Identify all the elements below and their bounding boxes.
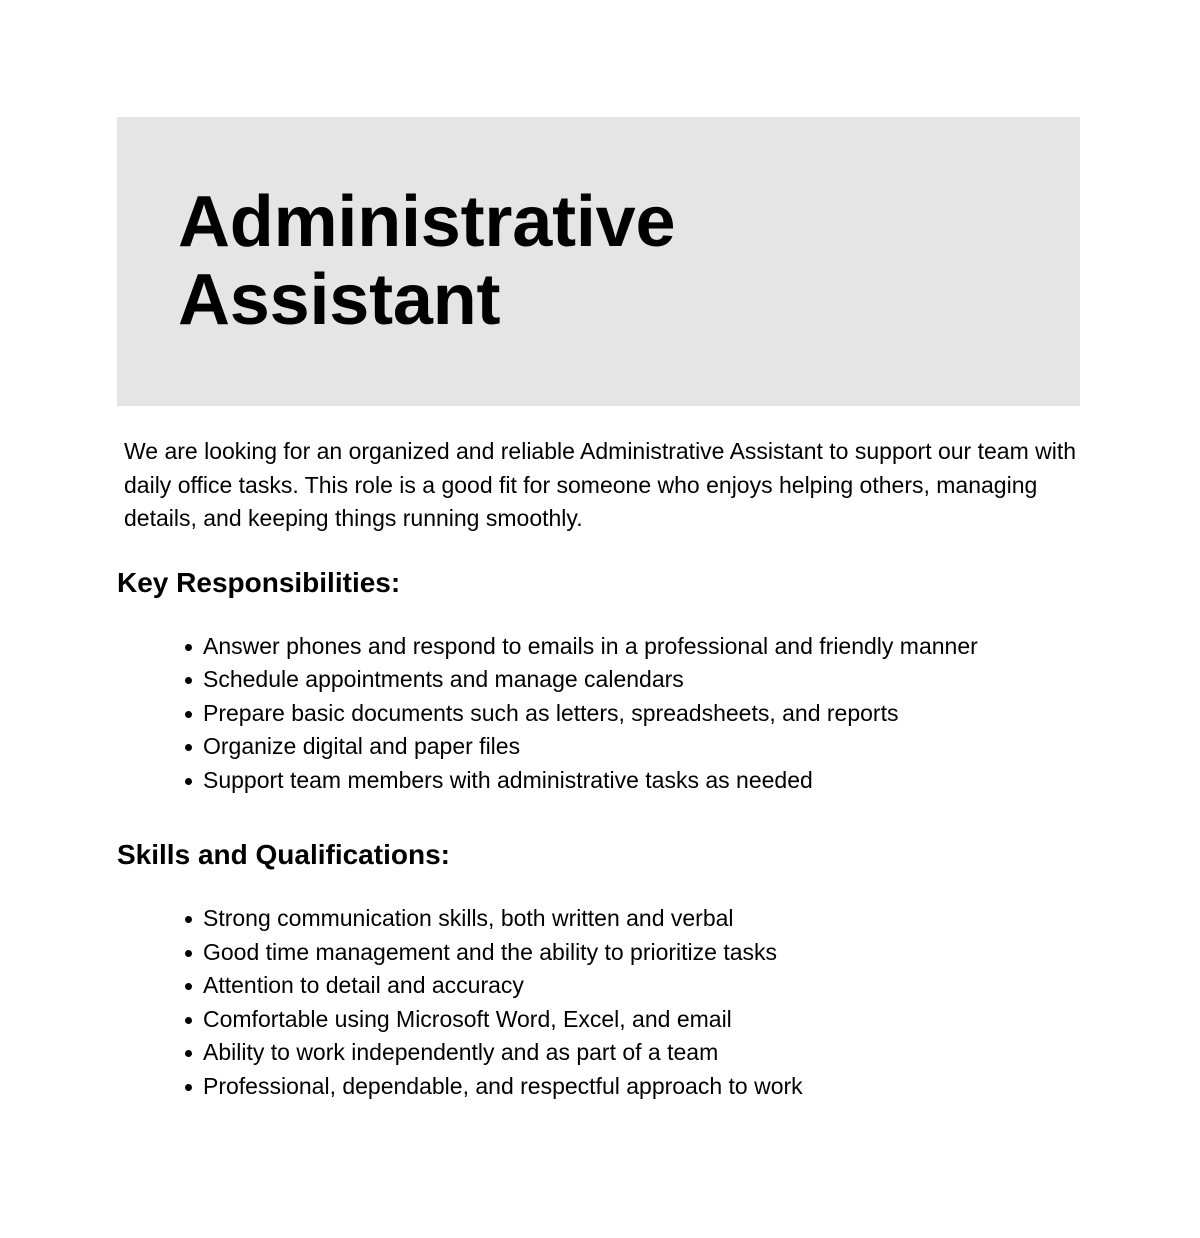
list-item-text: Strong communication skills, both written and verbal: [203, 905, 734, 931]
title-line-1: Administrative: [178, 182, 676, 262]
responsibilities-heading: Key Responsibilities:: [117, 566, 401, 598]
job-description-page: [117, 117, 1080, 1103]
intro-paragraph: We are looking for an organized and reliable Administrative Assistant to support our team with daily office tasks. This role is a good fit for someone who enjoys helping others, managing details, and keeping things running smoothly.: [124, 438, 1077, 531]
bullet-icon: [185, 711, 192, 718]
list-item: [185, 697, 1080, 731]
title-banner: [117, 117, 1080, 406]
bullet-icon: [185, 778, 192, 785]
list-item-text: Prepare basic documents such as letters, spreadsheets, and reports: [203, 699, 899, 726]
bullet-icon: [185, 983, 192, 990]
list-item: [185, 663, 1080, 697]
page-title: [178, 183, 1080, 339]
list-item: [185, 630, 1080, 664]
bullet-icon: [185, 950, 192, 957]
list-item: [185, 730, 1080, 764]
list-item-text: Professional, dependable, and respectful approach to work: [203, 1072, 803, 1099]
responsibilities-list: [117, 630, 1080, 798]
bullet-icon: [185, 644, 192, 651]
list-item: [185, 936, 1080, 970]
bullet-icon: [185, 744, 192, 751]
list-item: [185, 1070, 1080, 1104]
list-item-text: Schedule appointments and manage calendars: [203, 666, 684, 692]
bullet-icon: [185, 916, 192, 923]
title-line-2: Assistant: [178, 260, 501, 340]
list-item: [185, 1003, 1080, 1037]
list-item: [185, 969, 1080, 1003]
bullet-icon: [185, 1017, 192, 1024]
list-item: [185, 1036, 1080, 1070]
bullet-icon: [185, 1084, 192, 1091]
bullet-icon: [185, 677, 192, 684]
list-item-text: Ability to work independently and as part of a team: [203, 1039, 719, 1065]
list-item-text: Good time management and the ability to prioritize tasks: [203, 938, 778, 965]
skills-heading: Skills and Qualifications:: [117, 839, 450, 870]
list-item-text: Support team members with administrative tasks as needed: [203, 766, 813, 793]
list-item-text: Answer phones and respond to emails in a professional and friendly manner: [203, 632, 978, 659]
bullet-icon: [185, 1050, 192, 1057]
list-item-text: Comfortable using Microsoft Word, Excel, and email: [203, 1005, 732, 1032]
list-item-text: Organize digital and paper files: [203, 733, 521, 759]
list-item-text: Attention to detail and accuracy: [203, 972, 524, 998]
list-item: [185, 902, 1080, 936]
list-item: [185, 764, 1080, 798]
skills-list: [117, 902, 1080, 1103]
